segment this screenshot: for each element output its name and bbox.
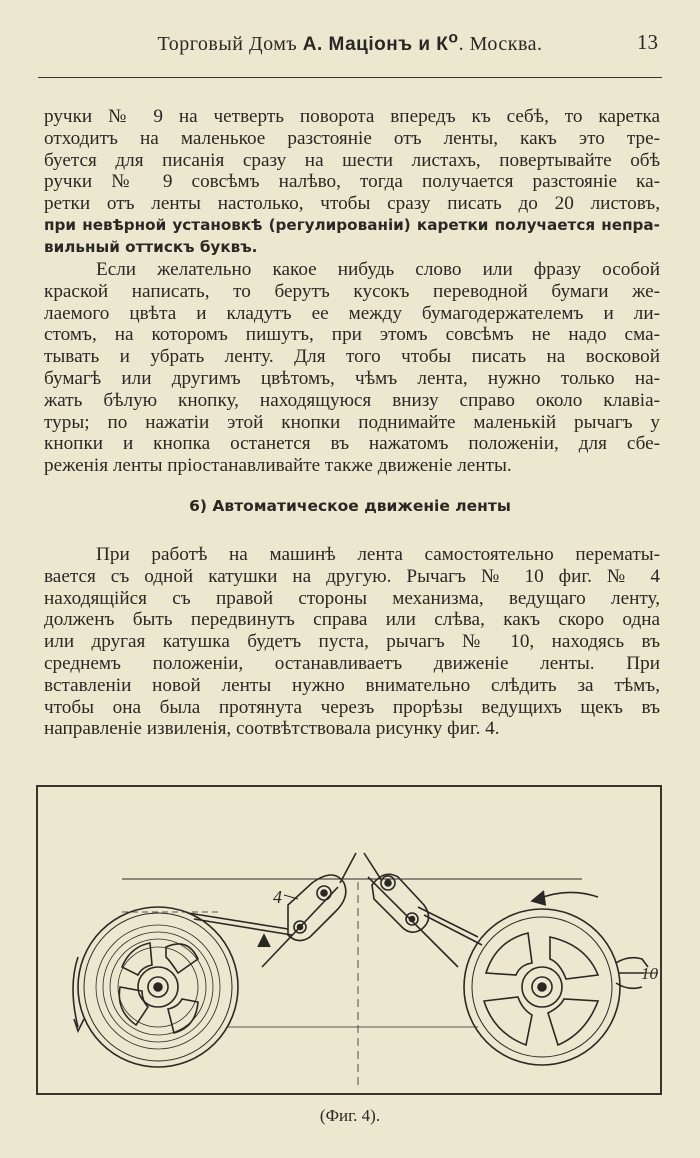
text-line: стомъ, на которомъ пишутъ, при этомъ совсѣмъ не надо сма- [44, 324, 660, 346]
figure-label-10: 10 [641, 964, 658, 983]
ribbon-path [188, 853, 482, 967]
text-line: среднемъ положеніи, останавливаетъ движеніе ленты. При [44, 652, 660, 674]
text-line: тывать и убрать ленту. Для того чтобы писать на восковой [44, 346, 660, 368]
text-line: чтобы она была протянута черезъ прорѣзы ведущихъ щекъ въ [44, 696, 660, 718]
figure-4-frame [36, 785, 662, 1095]
header-rule [38, 77, 662, 78]
header-firm-name: А. Маціонъ и К [302, 34, 449, 56]
text-line: ручки № 9 на четверть поворота впередъ къ себѣ, то каретка [44, 106, 660, 127]
text-line: ретки отъ ленты настолько, чтобы сразу писать до 20 листовъ, [44, 193, 660, 215]
header-firm [302, 30, 459, 56]
page-number: 13 [637, 30, 658, 54]
bold-text-line: при невѣрной установкѣ (регулированіи) каретки получается непра- [44, 215, 660, 234]
text-line: отходитъ на маленькое разстояніе отъ ленты, какъ это тре- [44, 127, 660, 149]
text-line: или другая катушка будетъ пуста, рычагъ № 10, находясь въ [44, 631, 660, 653]
running-header [40, 30, 660, 56]
paragraph-2 [44, 259, 660, 477]
ribbon-mechanism-illustration [38, 787, 664, 1097]
header-text [157, 30, 543, 56]
text-line: вается съ одной катушки на другую. Рычагъ № 10 фиг. № 4 [44, 565, 660, 587]
text-line: лаемого цвѣта и кладутъ ее между бумагодержателемъ и ли- [44, 302, 660, 324]
figure-caption: (Фиг. 4). [319, 1106, 381, 1125]
text-line: При работѣ на машинѣ лента самостоятельно перематы- [96, 544, 660, 565]
text-line: долженъ быть передвинутъ справа или слѣва, какъ скоро одна [44, 609, 660, 631]
text-line: туры; по нажатіи этой кнопки поднимайте маленькій рычагъ у [44, 411, 660, 433]
right-ribbon-spool [464, 909, 620, 1065]
text-line: Если желательно какое нибудь слово или фразу особой [96, 259, 660, 280]
header-suffix: . Москва. [458, 33, 543, 56]
text-line: ручки № 9 совсѣмъ налѣво, тогда получается разстояніе ка- [44, 171, 660, 193]
paragraph-1 [44, 106, 660, 259]
bold-text-line: вильный оттискъ буквъ. [44, 237, 258, 256]
text-line: жать бѣлую кнопку, находящуюся внизу справо около клавіа- [44, 389, 660, 411]
paragraph-3 [44, 544, 660, 740]
text-line: реженія ленты пріостанавливайте также движеніе ленты. [44, 455, 512, 477]
header-firm-sup: о [448, 30, 459, 47]
text-line: буется для писанія сразу на шести листахъ, повертывайте обѣ [44, 149, 660, 171]
text-line: находящійся съ правой стороны механизма, ведущаго ленту, [44, 587, 660, 609]
figure-label-4: 4 [273, 887, 282, 907]
left-ribbon-guide [284, 875, 346, 941]
left-ribbon-spool [78, 907, 238, 1067]
header-prefix: Торговый Домъ [157, 33, 303, 56]
text-line: краской написать, то берутъ кусокъ переводной бумаги же- [44, 280, 660, 302]
text-line: вставленіи новой ленты нужно внимательно слѣдить за тѣмъ, [44, 674, 660, 696]
text-line: кнопки и кнопка останется въ нажатомъ положеніи, для сбе- [44, 433, 660, 455]
text-line: направленіе извиленія, соотвѣтствовала рисунку фиг. 4. [44, 718, 500, 740]
text-line: бумагѣ или другимъ цвѣтомъ, чѣмъ лента, нужно только на- [44, 367, 660, 389]
right-ribbon-guide [372, 874, 429, 932]
section-heading: 6) Автоматическое движеніе ленты [189, 497, 511, 515]
